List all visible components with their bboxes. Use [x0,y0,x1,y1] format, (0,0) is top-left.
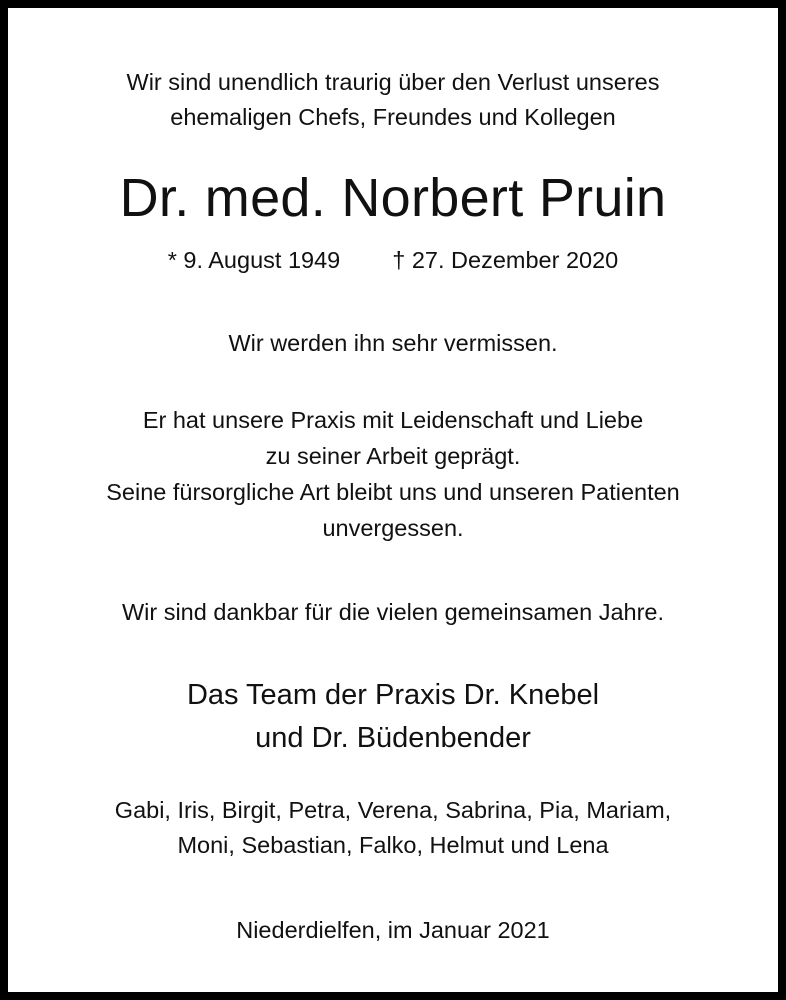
members-line-1: Gabi, Iris, Birgit, Petra, Verena, Sabrina, Pia, Mariam, [114,797,672,823]
birth-date: * 9. August 1949 [167,247,341,273]
team-line-2: und Dr. Büdenbender [255,722,531,754]
intro-line-2: ehemaligen Chefs, Freundes und Kollegen [170,104,616,130]
intro-line-1: Wir sind unendlich traurig über den Verlust unseres [126,69,660,95]
deceased-name: Dr. med. Norbert Pruin [119,168,667,228]
tribute-line-2: zu seiner Arbeit geprägt. [265,443,521,469]
team-line-1: Das Team der Praxis Dr. Knebel [186,679,600,711]
place-and-date: Niederdielfen, im Januar 2021 [236,917,550,943]
tribute-line-4: unvergessen. [322,515,464,541]
gratitude-message: Wir sind dankbar für die vielen gemeinsamen Jahre. [121,599,665,625]
members-line-2: Moni, Sebastian, Falko, Helmut und Lena [177,832,609,858]
death-date: † 27. Dezember 2020 [392,247,619,273]
miss-message: Wir werden ihn sehr vermissen. [228,330,558,356]
tribute-line-3: Seine fürsorgliche Art bleibt uns und unseren Patienten [106,479,680,505]
life-dates [8,246,778,274]
tribute-line-1: Er hat unsere Praxis mit Leidenschaft und Liebe [142,407,644,433]
